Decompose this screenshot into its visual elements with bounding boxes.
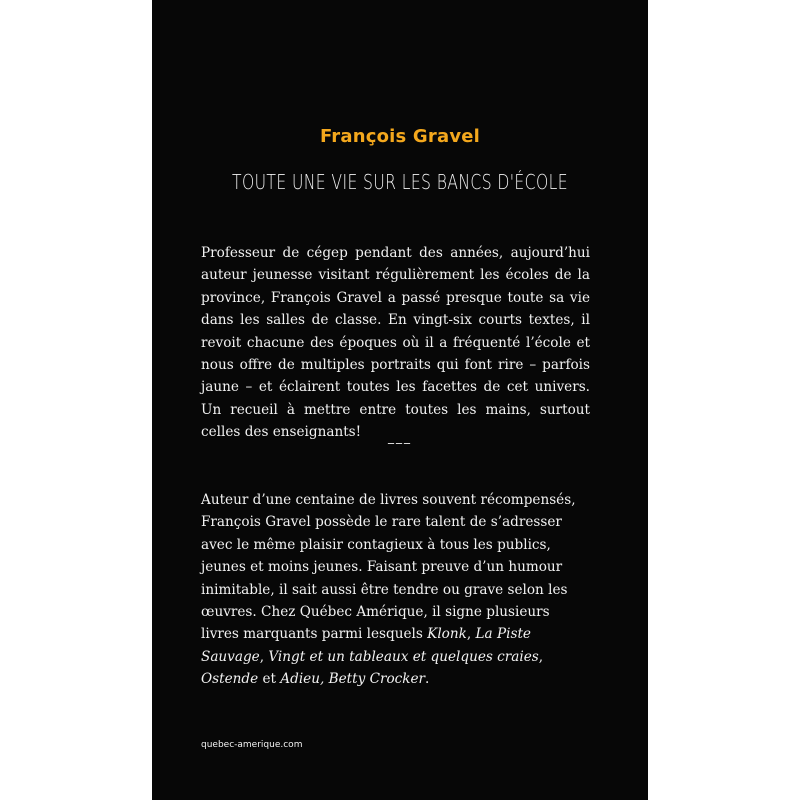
publisher-website: quebec-amerique.com (201, 740, 303, 750)
author-name: François Gravel (319, 126, 481, 147)
book-title-klonk: Klonk (427, 626, 467, 643)
book-back-cover (152, 0, 648, 800)
author-bio-paragraph (201, 489, 590, 691)
book-title-adieu-betty-crocker: Adieu, Betty Crocker (280, 671, 426, 688)
separator-comma: , (538, 648, 544, 665)
section-divider: ___ (388, 430, 412, 444)
book-title-la-piste-sauvage: La Piste Sauvage (201, 626, 531, 665)
book-title: TOUTE UNE VIE SUR LES BANCS D'ÉCOLE (232, 170, 568, 194)
separator-and: et (258, 671, 281, 688)
author-bio-text: Auteur d’une centaine de livres souvent récompensés, François Gravel possède le rare talent de s’adresser avec le même plaisir contagieux à tous les publics, jeunes et moins jeunes. Faisant preuve d’un humour inimitable, il sait aussi être tendre ou grave selon les œuvres. Chez Québec Amérique, il signe plusieurs livres marquants parmi lesquels (201, 492, 576, 643)
separator-period: . (425, 671, 430, 688)
book-title-ostende: Ostende (201, 671, 259, 688)
summary-paragraph: Professeur de cégep pendant des années, aujourd’hui auteur jeunesse visitant régulièrement les écoles de la province, François Gravel a passé presque toute sa vie dans les salles de classe. En vingt-six courts textes, il revoit chacune des époques où il a fréquenté l’école et nous offre de multiples portraits qui font rire – parfois jaune – et éclairent toutes les facettes de cet univers. Un recueil à mettre entre toutes les mains, surtout celles des enseignants! (201, 245, 590, 441)
book-title-vingt-et-un-tableaux: Vingt et un tableaux et quelques craies (268, 648, 539, 665)
separator-comma: , (259, 648, 269, 665)
separator-comma: , (466, 626, 476, 643)
